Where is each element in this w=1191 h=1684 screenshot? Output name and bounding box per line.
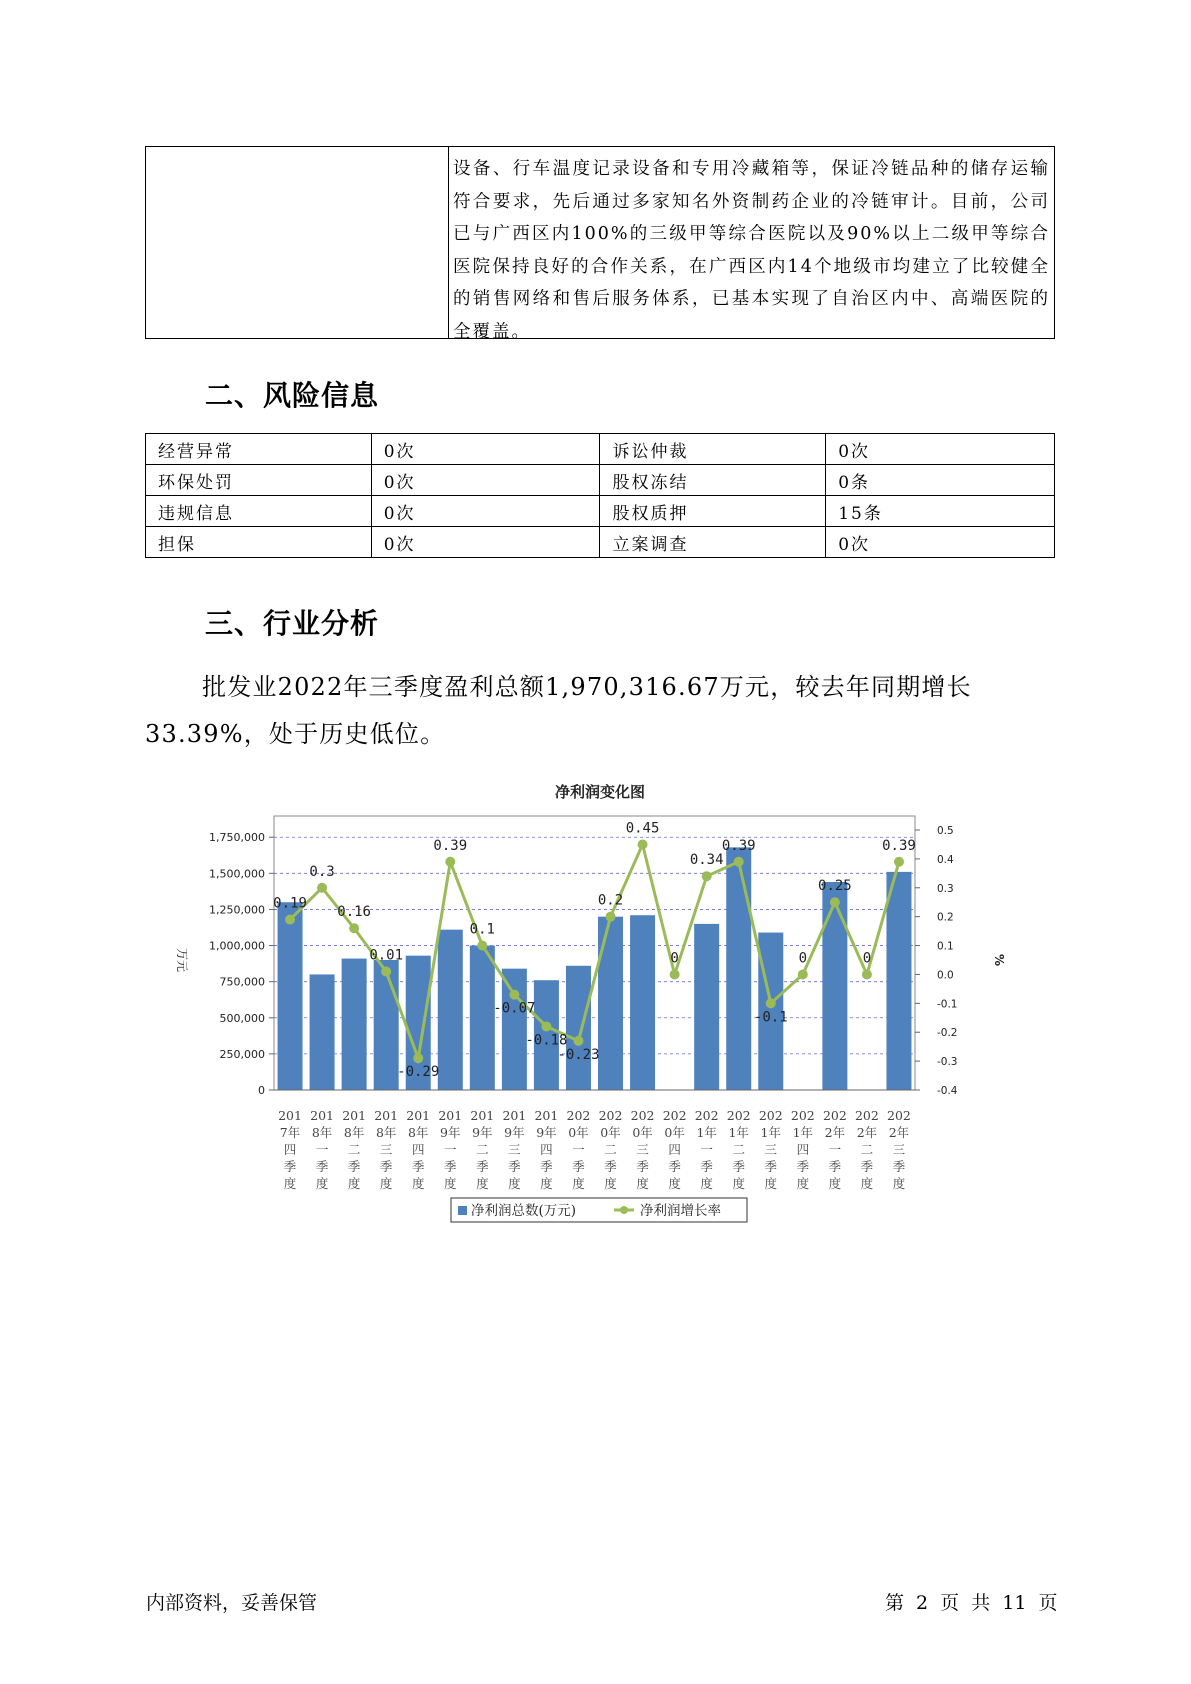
growth-point — [798, 969, 808, 979]
growth-data-label: -0.1 — [753, 1009, 788, 1026]
x-tick-label: 202 0年一季度 — [566, 1108, 591, 1191]
y2-tick-label: 0.1 — [937, 940, 954, 953]
info-table-text: 设备、行车温度记录设备和专用冷藏箱等，保证冷链品种的储存运输符合要求，先后通过多家知名外资制药企业的冷链审计。目前，公司已与广西区内100%的三级甲等综合医院以及90%以上二级甲等综合医院保持良好的合作关系，在广西区内14个地级市均建立了比较健全的销售网络和售后服务体系，已基本实现了自治区内中、高端医院的全覆盖。 — [453, 159, 1050, 342]
x-tick-label: 202 1年三季度 — [758, 1108, 783, 1191]
risk-value: 0次 — [371, 527, 600, 558]
growth-point — [445, 857, 455, 867]
risk-value: 15条 — [826, 496, 1055, 527]
x-tick-label: 201 7年四季度 — [278, 1108, 302, 1191]
growth-point — [702, 871, 712, 881]
risk-label: 立案调查 — [600, 527, 826, 558]
info-table-left-cell — [146, 147, 449, 338]
growth-point — [413, 1053, 423, 1063]
risk-label: 环保处罚 — [146, 465, 372, 496]
growth-data-label: 0.39 — [433, 837, 468, 854]
growth-data-label: -0.07 — [493, 1000, 536, 1017]
bar — [598, 917, 623, 1090]
table-row — [146, 527, 1055, 558]
risk-label: 担保 — [146, 527, 372, 558]
growth-data-label: 0.16 — [337, 904, 371, 921]
risk-value: 0次 — [826, 527, 1055, 558]
risk-label: 经营异常 — [146, 434, 372, 465]
growth-point — [766, 998, 776, 1008]
footer-note: 内部资料，妥善保管 — [146, 1592, 318, 1614]
risk-value: 0次 — [371, 496, 600, 527]
table-row — [146, 465, 1055, 496]
growth-data-label: -0.29 — [397, 1064, 440, 1081]
bar — [310, 974, 335, 1090]
growth-data-label: -0.23 — [557, 1046, 600, 1063]
x-tick-label: 202 1年一季度 — [694, 1108, 719, 1191]
bar — [502, 969, 527, 1090]
x-tick-label: 202 0年三季度 — [630, 1108, 655, 1191]
growth-point — [381, 967, 391, 977]
y-tick-label: 0 — [258, 1084, 265, 1097]
growth-data-label: 0.39 — [721, 837, 756, 854]
bar — [278, 902, 303, 1090]
growth-data-label: 0.19 — [273, 895, 307, 912]
y2-axis-label: % — [992, 953, 1006, 967]
y-tick-label: 750,000 — [219, 975, 265, 989]
bar — [726, 847, 751, 1090]
growth-point — [285, 915, 295, 925]
bar — [886, 872, 911, 1090]
chart-title: 净利润变化图 — [554, 783, 646, 801]
x-tick-label: 201 9年一季度 — [438, 1108, 463, 1191]
y-tick-label: 1,000,000 — [209, 939, 265, 953]
bar — [822, 882, 847, 1090]
growth-point — [734, 857, 744, 867]
y-axis-label: 万元 — [175, 947, 189, 973]
growth-point — [606, 912, 616, 922]
bar — [630, 915, 655, 1090]
x-tick-label: 202 2年三季度 — [887, 1108, 911, 1191]
y2-tick-label: 0.0 — [937, 969, 954, 982]
growth-point — [894, 857, 904, 867]
legend-bar-swatch — [458, 1206, 467, 1215]
x-tick-label: 201 8年三季度 — [374, 1108, 399, 1191]
risk-value: 0次 — [371, 465, 600, 496]
x-tick-label: 202 2年二季度 — [854, 1108, 879, 1191]
growth-point — [477, 941, 487, 951]
growth-data-label: 0.3 — [309, 863, 335, 880]
growth-data-label: -0.18 — [525, 1032, 568, 1049]
growth-data-label: 0.39 — [882, 837, 916, 854]
x-tick-label: 202 0年四季度 — [662, 1108, 687, 1191]
y-tick-label: 1,250,000 — [209, 903, 265, 917]
bar — [374, 960, 399, 1090]
growth-point — [349, 923, 359, 933]
y2-tick-label: -0.2 — [937, 1027, 958, 1040]
table-row — [146, 434, 1055, 465]
y2-tick-label: 0.3 — [937, 882, 954, 895]
y-tick-label: 250,000 — [219, 1047, 265, 1061]
risk-label: 股权质押 — [600, 496, 826, 527]
industry-paragraph: 批发业2022年三季度盈利总额1,970,316.67万元，较去年同期增长33.39%，处于历史低位。 — [145, 673, 972, 748]
y2-tick-label: 0.4 — [937, 853, 954, 866]
risk-label: 违规信息 — [146, 496, 372, 527]
table-row — [146, 496, 1055, 527]
risk-value: 0次 — [826, 434, 1055, 465]
bar — [438, 930, 463, 1090]
x-tick-label: 201 9年四季度 — [534, 1108, 559, 1191]
y2-tick-label: 0.5 — [937, 825, 954, 837]
y-tick-label: 1,500,000 — [209, 867, 265, 881]
x-tick-label: 201 9年三季度 — [502, 1108, 527, 1191]
x-tick-label: 202 1年四季度 — [790, 1108, 815, 1191]
growth-point — [670, 969, 680, 979]
y2-tick-label: -0.4 — [937, 1085, 958, 1097]
x-tick-label: 201 8年二季度 — [342, 1108, 367, 1191]
growth-data-label: 0.34 — [689, 852, 724, 869]
y2-tick-label: -0.1 — [937, 998, 958, 1011]
y-tick-label: 500,000 — [219, 1011, 265, 1025]
section-title-industry: 三、行业分析 — [205, 607, 380, 640]
growth-data-label: 0 — [670, 950, 679, 967]
risk-label: 股权冻结 — [600, 465, 826, 496]
page-number: 第 2 页 共 11 页 — [885, 1592, 1058, 1614]
growth-point — [317, 883, 327, 893]
growth-point — [638, 839, 648, 849]
x-tick-label: 201 8年一季度 — [310, 1108, 335, 1191]
growth-data-label: 0.45 — [625, 820, 660, 837]
x-tick-label: 202 1年二季度 — [726, 1108, 751, 1191]
x-tick-label: 201 8年四季度 — [406, 1108, 431, 1191]
growth-data-label: 0.1 — [469, 921, 495, 938]
legend-bar-label: 净利润总数(万元) — [471, 1203, 577, 1219]
info-table — [145, 146, 1055, 342]
profit-chart-svg — [150, 770, 1050, 1240]
bar — [694, 924, 719, 1090]
x-tick-label: 202 2年一季度 — [822, 1108, 847, 1191]
risk-label: 诉讼仲裁 — [600, 434, 826, 465]
y-tick-label: 1,750,000 — [209, 831, 265, 845]
x-tick-label: 201 9年二季度 — [470, 1108, 495, 1191]
risk-value: 0条 — [826, 465, 1055, 496]
growth-data-label: 0.2 — [597, 892, 624, 909]
y2-tick-label: 0.2 — [937, 911, 954, 924]
growth-data-label: 0.01 — [369, 947, 404, 964]
section-title-risk: 二、风险信息 — [205, 379, 380, 412]
profit-chart — [150, 770, 1050, 1240]
y2-tick-label: -0.3 — [937, 1056, 958, 1069]
growth-point — [830, 897, 840, 907]
bar — [470, 946, 495, 1090]
bar — [342, 959, 367, 1090]
growth-data-label: 0 — [862, 950, 872, 967]
legend-line-label: 净利润增长率 — [640, 1203, 721, 1219]
bar — [566, 966, 591, 1090]
growth-point — [541, 1021, 551, 1031]
growth-point — [573, 1036, 583, 1046]
legend-line-marker — [620, 1206, 628, 1214]
risk-value: 0次 — [371, 434, 600, 465]
growth-point — [509, 990, 519, 1000]
risk-table — [145, 433, 1055, 558]
growth-data-label: 0 — [798, 950, 808, 967]
growth-data-label: 0.25 — [818, 878, 852, 895]
x-tick-label: 202 0年二季度 — [598, 1108, 623, 1191]
growth-point — [862, 969, 872, 979]
